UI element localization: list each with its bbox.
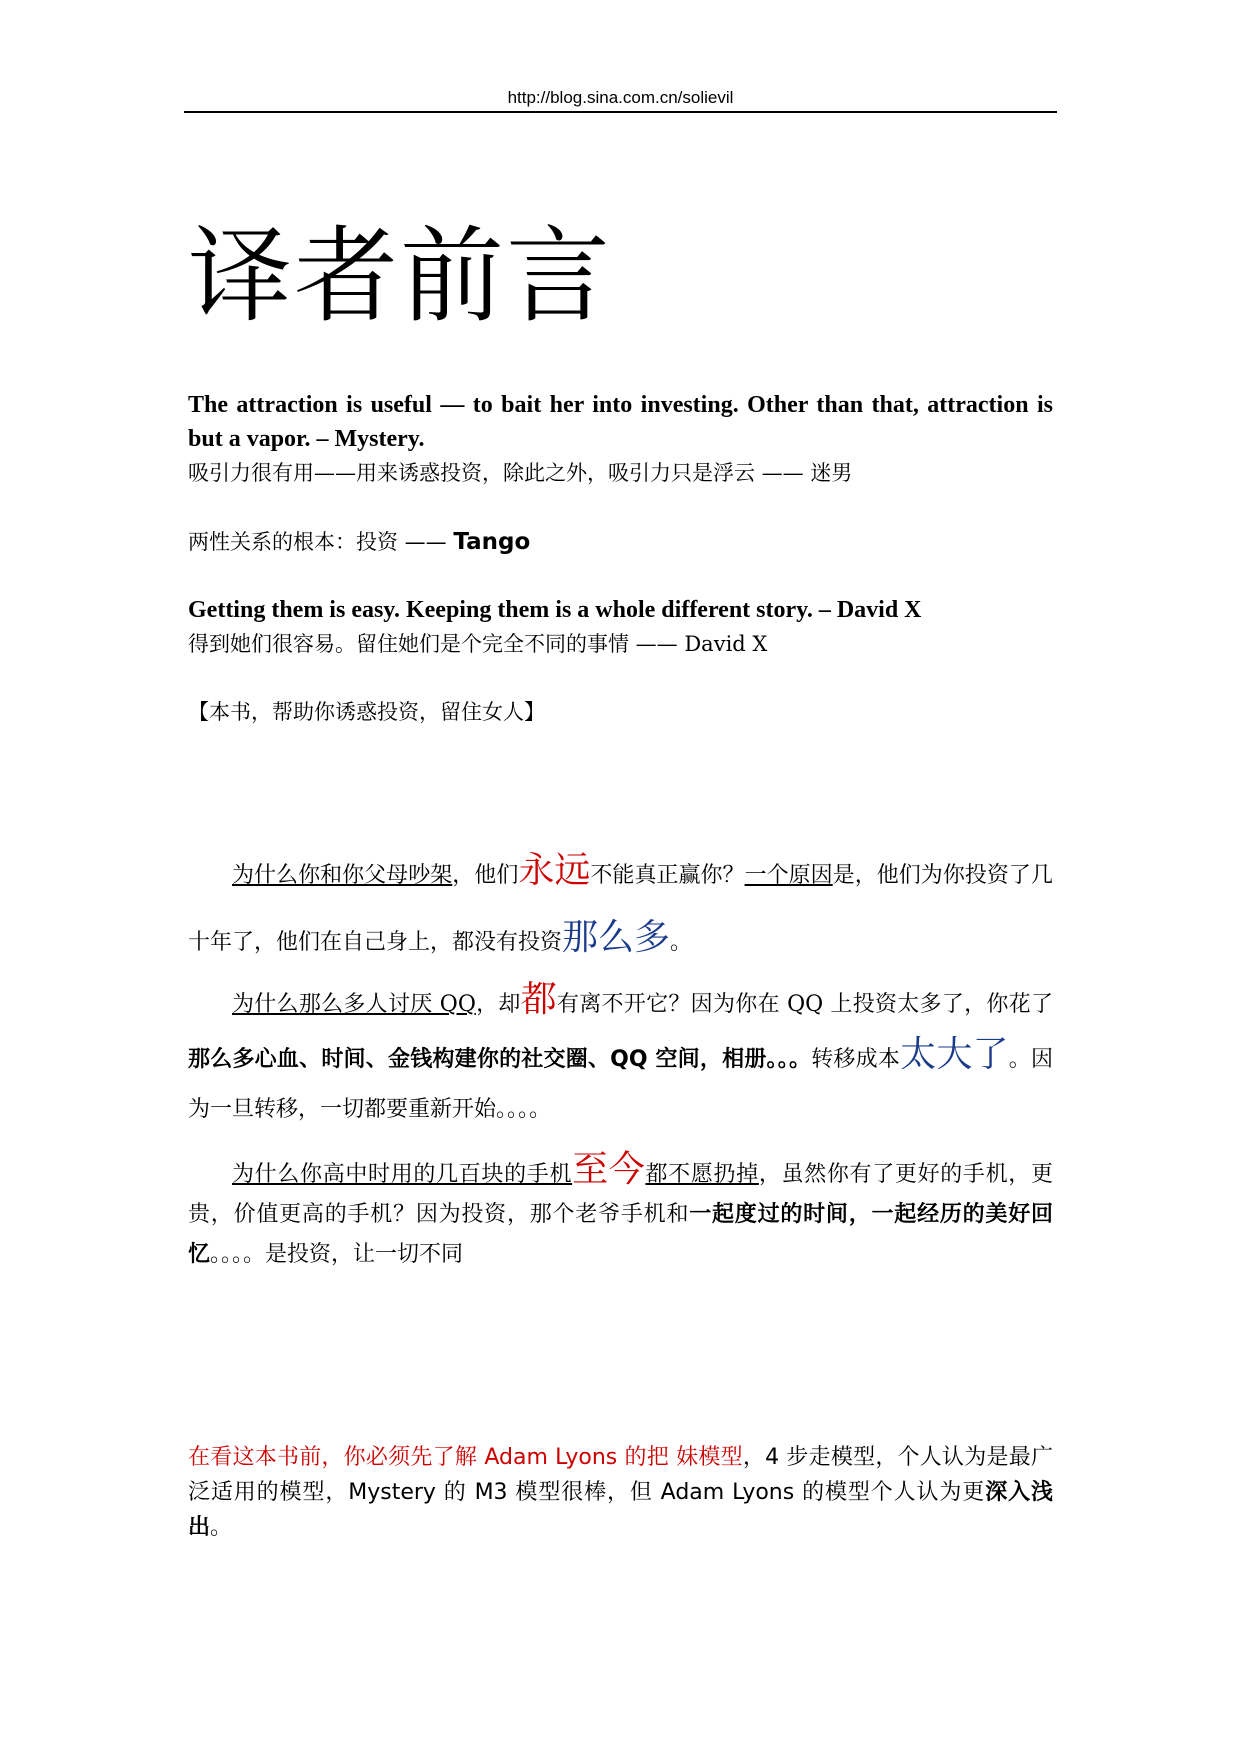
quote-tango-en: Tango — [453, 529, 531, 555]
p3-emphasis-until-now: 至今 — [572, 1149, 646, 1190]
p3-underline-1: 为什么你高中时用的几百块的手机 — [232, 1162, 573, 1187]
p4-bold-1: 深入浅出 — [188, 1480, 1053, 1540]
p3-text-1: ，虽然你有了更好的手机，更贵，价值更高的手机？因为投资，那个老爷手机和 — [188, 1162, 1053, 1227]
p1-text-4: 。 — [670, 930, 693, 955]
quote-mystery — [188, 388, 1053, 490]
quote-davidx-en: Getting them is easy. Keeping them is a whole different story. – David X — [188, 597, 922, 623]
quote-mystery-cn: 吸引力很有用——用来诱惑投资，除此之外，吸引力只是浮云 —— 迷男 — [188, 461, 853, 485]
paragraph-phone — [188, 1150, 1053, 1275]
p4-text-2: 。 — [210, 1515, 233, 1540]
quote-davidx — [188, 593, 1053, 661]
p2-text-1: ，却 — [475, 992, 521, 1017]
p1-emphasis-forever: 永远 — [518, 850, 591, 891]
p2-emphasis-all: 都 — [520, 979, 557, 1020]
book-summary: 【本书，帮助你诱惑投资，留住女人】 — [188, 700, 545, 724]
p1-text-3: 是，他们为你投资了几十年了，他们在自己身上，都没有投资 — [188, 863, 1053, 955]
quote-mystery-en: The attraction is useful — to bait her into investing. Other than that, attraction is but a vapor. – Mystery. — [188, 392, 1053, 452]
p2-emphasis-too-big: 太大了 — [900, 1034, 1009, 1075]
p3-underline-2: 都不愿扔掉 — [645, 1162, 759, 1187]
p3-bold-1: 一起度过的时间，一起经历的美好回忆 — [188, 1202, 1053, 1267]
page-title: 译者前言 — [188, 215, 613, 337]
p3-text-2: 。。。。是投资，让一切不同 — [210, 1242, 464, 1267]
paragraph-parents — [188, 840, 1053, 974]
p2-underline-1: 为什么那么多人讨厌 QQ — [232, 992, 476, 1017]
quote-davidx-cn: 得到她们很容易。留住她们是个完全不同的事情 —— David X — [188, 632, 768, 656]
p2-text-3: 转移成本 — [811, 1047, 901, 1072]
p2-bold-1: 那么多心血、时间、金钱构建你的社交圈、QQ 空间，相册。。。 — [188, 1047, 812, 1072]
p4-text-1: ，4 步走模型，个人认为是最广泛适用的模型，Mystery 的 M3 模型很棒，但 Adam Lyons 的模型个人认为更 — [188, 1445, 1053, 1505]
p1-underline-2: 一个原因 — [744, 863, 833, 888]
paragraph-qq — [188, 975, 1053, 1135]
quote-tango-cn: 两性关系的根本：投资 —— — [188, 530, 454, 554]
p1-text-1: ，他们 — [452, 863, 519, 888]
header-rule — [184, 111, 1057, 113]
p1-text-2: 不能真正赢你？ — [590, 863, 745, 888]
p2-text-4: 。因为一旦转移，一切都要重新开始。。。。 — [188, 1047, 1053, 1122]
p2-text-2: 有离不开它？因为你在 QQ 上投资太多了，你花了 — [557, 992, 1053, 1017]
p1-underline-1: 为什么你和你父母吵架 — [232, 863, 453, 888]
paragraph-adam-lyons — [188, 1440, 1053, 1545]
header-url: http://blog.sina.com.cn/solievil — [507, 88, 734, 107]
p1-emphasis-so-much: 那么多 — [562, 917, 671, 958]
quote-tango — [188, 525, 1053, 559]
p4-red-lead: 在看这本书前，你必须先了解 Adam Lyons 的把 妹模型 — [188, 1445, 743, 1470]
